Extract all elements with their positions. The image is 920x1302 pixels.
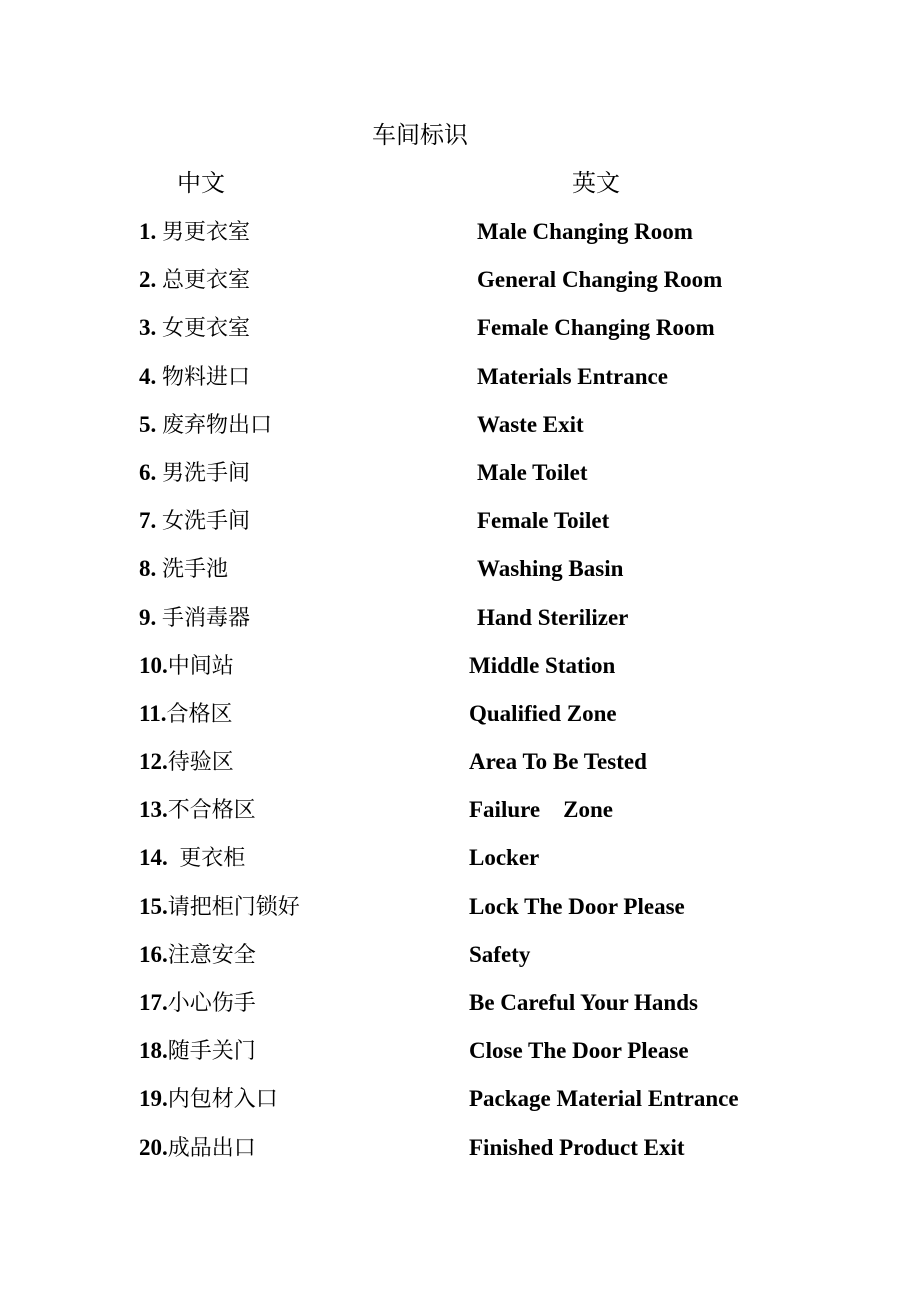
list-item: [0, 408, 920, 456]
chinese-text: 合格区: [166, 701, 233, 727]
english-term: Locker: [469, 845, 540, 871]
chinese-term: [139, 841, 245, 876]
english-term: Package Material Entrance: [469, 1086, 739, 1112]
chinese-term: [139, 215, 250, 250]
chinese-term: [139, 311, 250, 346]
chinese-text: 注意安全: [167, 942, 256, 968]
english-term: Failure Zone: [469, 797, 613, 823]
list-item: [0, 215, 920, 263]
item-number: 17.: [139, 990, 168, 1015]
list-item: [0, 552, 920, 600]
list-item: [0, 456, 920, 504]
english-term: Lock The Door Please: [469, 893, 685, 919]
list-item: [0, 890, 920, 938]
list-item: [0, 649, 920, 697]
item-number: 5.: [139, 411, 162, 437]
list-item: [0, 986, 920, 1034]
item-number: 6.: [139, 459, 162, 485]
english-term: Close The Door Please: [469, 1038, 689, 1064]
list-item: [0, 263, 920, 311]
chinese-term: [139, 890, 300, 925]
list-item: [0, 745, 920, 793]
chinese-term: [139, 1034, 256, 1069]
english-term: Female Changing Room: [477, 315, 715, 341]
english-term: Male Toilet: [477, 459, 588, 485]
english-term: Middle Station: [469, 652, 616, 678]
chinese-text: 女洗手间: [162, 509, 251, 535]
chinese-term: [139, 408, 272, 443]
chinese-term: [139, 745, 234, 780]
chinese-text: 更衣柜: [179, 846, 246, 872]
chinese-text: 男更衣室: [162, 220, 251, 245]
item-number: 14.: [139, 845, 180, 871]
chinese-text: 手消毒器: [162, 605, 251, 631]
item-number: 4.: [139, 363, 162, 389]
chinese-term: [139, 1131, 256, 1166]
english-term: Washing Basin: [477, 556, 624, 582]
list-item: [0, 311, 920, 359]
chinese-text: 成品出口: [167, 1135, 256, 1161]
chinese-text: 女更衣室: [162, 316, 251, 342]
chinese-term: [139, 986, 256, 1021]
item-number: 7.: [139, 508, 162, 534]
english-term: Be Careful Your Hands: [469, 990, 698, 1015]
item-number: 13.: [139, 797, 168, 823]
item-number: 1.: [139, 219, 162, 244]
chinese-term: [139, 504, 250, 539]
chinese-text: 中间站: [167, 653, 234, 679]
item-number: 12.: [139, 749, 168, 775]
chinese-text: 物料进口: [162, 364, 251, 390]
item-number: 8.: [139, 556, 162, 582]
english-term: Female Toilet: [477, 508, 610, 534]
chinese-text: 总更衣室: [162, 268, 251, 294]
item-number: 11.: [139, 700, 167, 726]
list-item: [0, 841, 920, 889]
english-term: Waste Exit: [477, 411, 584, 437]
chinese-text: 废弃物出口: [162, 412, 273, 438]
chinese-term: [139, 793, 256, 828]
chinese-text: 随手关门: [167, 1039, 256, 1065]
chinese-text: 不合格区: [167, 798, 256, 824]
chinese-text: 内包材入口: [167, 1087, 278, 1113]
header-chinese: 中文: [177, 169, 225, 197]
chinese-text: 待验区: [167, 750, 234, 776]
list-item: [0, 504, 920, 552]
english-term: Finished Product Exit: [469, 1134, 685, 1160]
chinese-text: 洗手池: [162, 557, 229, 583]
item-number: 2.: [139, 267, 162, 293]
item-number: 10.: [139, 652, 168, 678]
list-item: [0, 1034, 920, 1082]
english-term: Qualified Zone: [469, 700, 617, 726]
list-item: [0, 601, 920, 649]
item-number: 19.: [139, 1086, 168, 1112]
chinese-term: [139, 360, 250, 395]
item-number: 15.: [139, 893, 168, 919]
english-term: Hand Sterilizer: [477, 604, 629, 630]
list-item: [0, 697, 920, 745]
list-item: [0, 793, 920, 841]
chinese-term: [139, 456, 250, 491]
english-term: Male Changing Room: [477, 219, 693, 244]
item-number: 18.: [139, 1038, 168, 1064]
list-item: [0, 1131, 920, 1179]
item-number: 9.: [139, 604, 162, 630]
chinese-term: [139, 938, 256, 973]
chinese-term: [139, 552, 228, 587]
item-number: 16.: [139, 941, 168, 967]
item-number: 3.: [139, 315, 162, 341]
sign-list: [0, 215, 920, 1179]
item-number: 20.: [139, 1134, 168, 1160]
chinese-term: [139, 1082, 278, 1117]
header-english: 英文: [572, 169, 620, 197]
document-title: 车间标识: [372, 121, 468, 149]
english-term: Materials Entrance: [477, 363, 668, 389]
chinese-term: [139, 697, 233, 732]
chinese-text: 小心伤手: [167, 991, 256, 1016]
chinese-term: [139, 601, 250, 636]
list-item: [0, 1082, 920, 1130]
list-item: [0, 360, 920, 408]
chinese-term: [139, 649, 234, 684]
english-term: General Changing Room: [477, 267, 723, 293]
english-term: Area To Be Tested: [469, 749, 647, 775]
chinese-term: [139, 263, 250, 298]
chinese-text: 请把柜门锁好: [167, 894, 300, 920]
list-item: [0, 938, 920, 986]
english-term: Safety: [469, 941, 531, 967]
chinese-text: 男洗手间: [162, 460, 251, 486]
